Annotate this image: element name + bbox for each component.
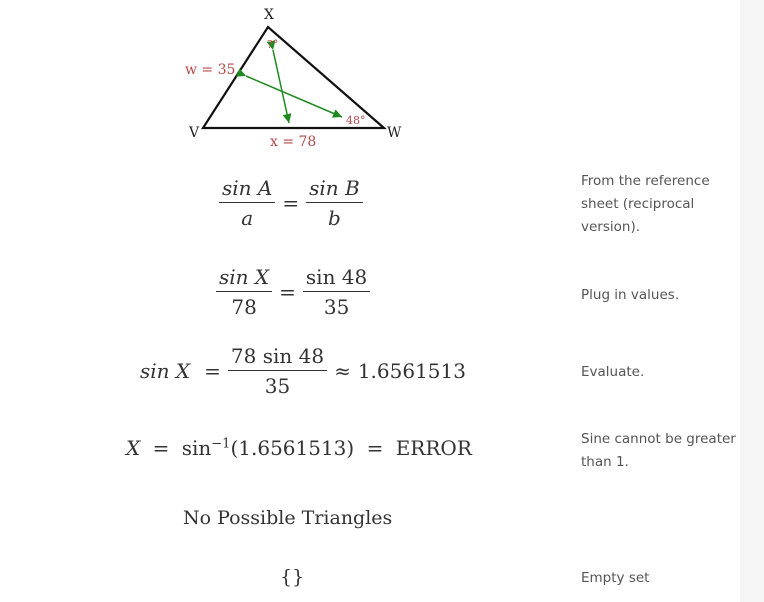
step-3-frac-den: 35 — [264, 374, 291, 398]
angle-x-label: ?° — [267, 38, 279, 51]
step-2-rhs-num: sin 48 — [303, 265, 370, 292]
step-1-lhs-den: a — [241, 206, 254, 230]
right-edge-strip — [740, 0, 764, 602]
step-2-note: Plug in values. — [581, 287, 680, 303]
step-6-note: Empty set — [581, 570, 650, 586]
side-x-label: x = 78 — [270, 134, 317, 150]
step-3-frac-num: 78 sin 48 — [228, 344, 327, 371]
arrow-to-angle-x — [273, 50, 289, 123]
step-1-rhs-den: b — [328, 206, 341, 230]
angle-w-label: 48° — [346, 114, 366, 127]
triangle-diagram — [180, 0, 410, 155]
step-3-lhs: sin X — [140, 359, 191, 383]
step-4-exp: −1 — [211, 436, 231, 452]
vertex-v-label: V — [189, 125, 200, 141]
step-4-arg: (1.6561513) — [230, 436, 355, 460]
step-3-note: Evaluate. — [581, 364, 645, 380]
step-2-lhs-den: 78 — [231, 295, 257, 319]
vertex-x-label: X — [264, 7, 274, 23]
empty-set-symbol: {} — [280, 566, 305, 588]
step-2-equation: $\frac{\text{sin X}}{78}$ = $\frac{\sin 48}{35}$ — [216, 265, 370, 319]
step-3-equation: sin X = $\frac{78 \sin 48}{35}$ ≈ 1.6561513 — [140, 344, 466, 398]
step-4-var: X — [126, 436, 141, 460]
step-3-approx: 1.6561513 — [357, 359, 466, 383]
arrow-to-angle-w — [246, 76, 342, 117]
step-1-equation: $\frac{\text{sin A}}{a}$ = $\frac{\text{sin B}}{b}$ — [219, 176, 363, 230]
step-4-result: ERROR — [395, 436, 472, 460]
step-4-equation: $X = \sin^{-1}(1.6561513)$ = ERROR — [126, 436, 472, 460]
step-1-rhs-num: sin B — [306, 176, 363, 203]
no-triangles-text: No Possible Triangles — [183, 507, 393, 529]
step-1-note: From the reference sheet (reciprocal version). — [581, 173, 710, 235]
side-w-label: w = 35 — [185, 62, 236, 78]
step-4-note: Sine cannot be greater than 1. — [581, 431, 736, 470]
vertex-w-label: W — [387, 125, 402, 141]
step-1-lhs-num: sin A — [219, 176, 275, 203]
step-2-rhs-den: 35 — [323, 295, 350, 319]
step-2-lhs-num: sin X — [216, 265, 272, 292]
step-4-fn: sin — [181, 436, 212, 460]
